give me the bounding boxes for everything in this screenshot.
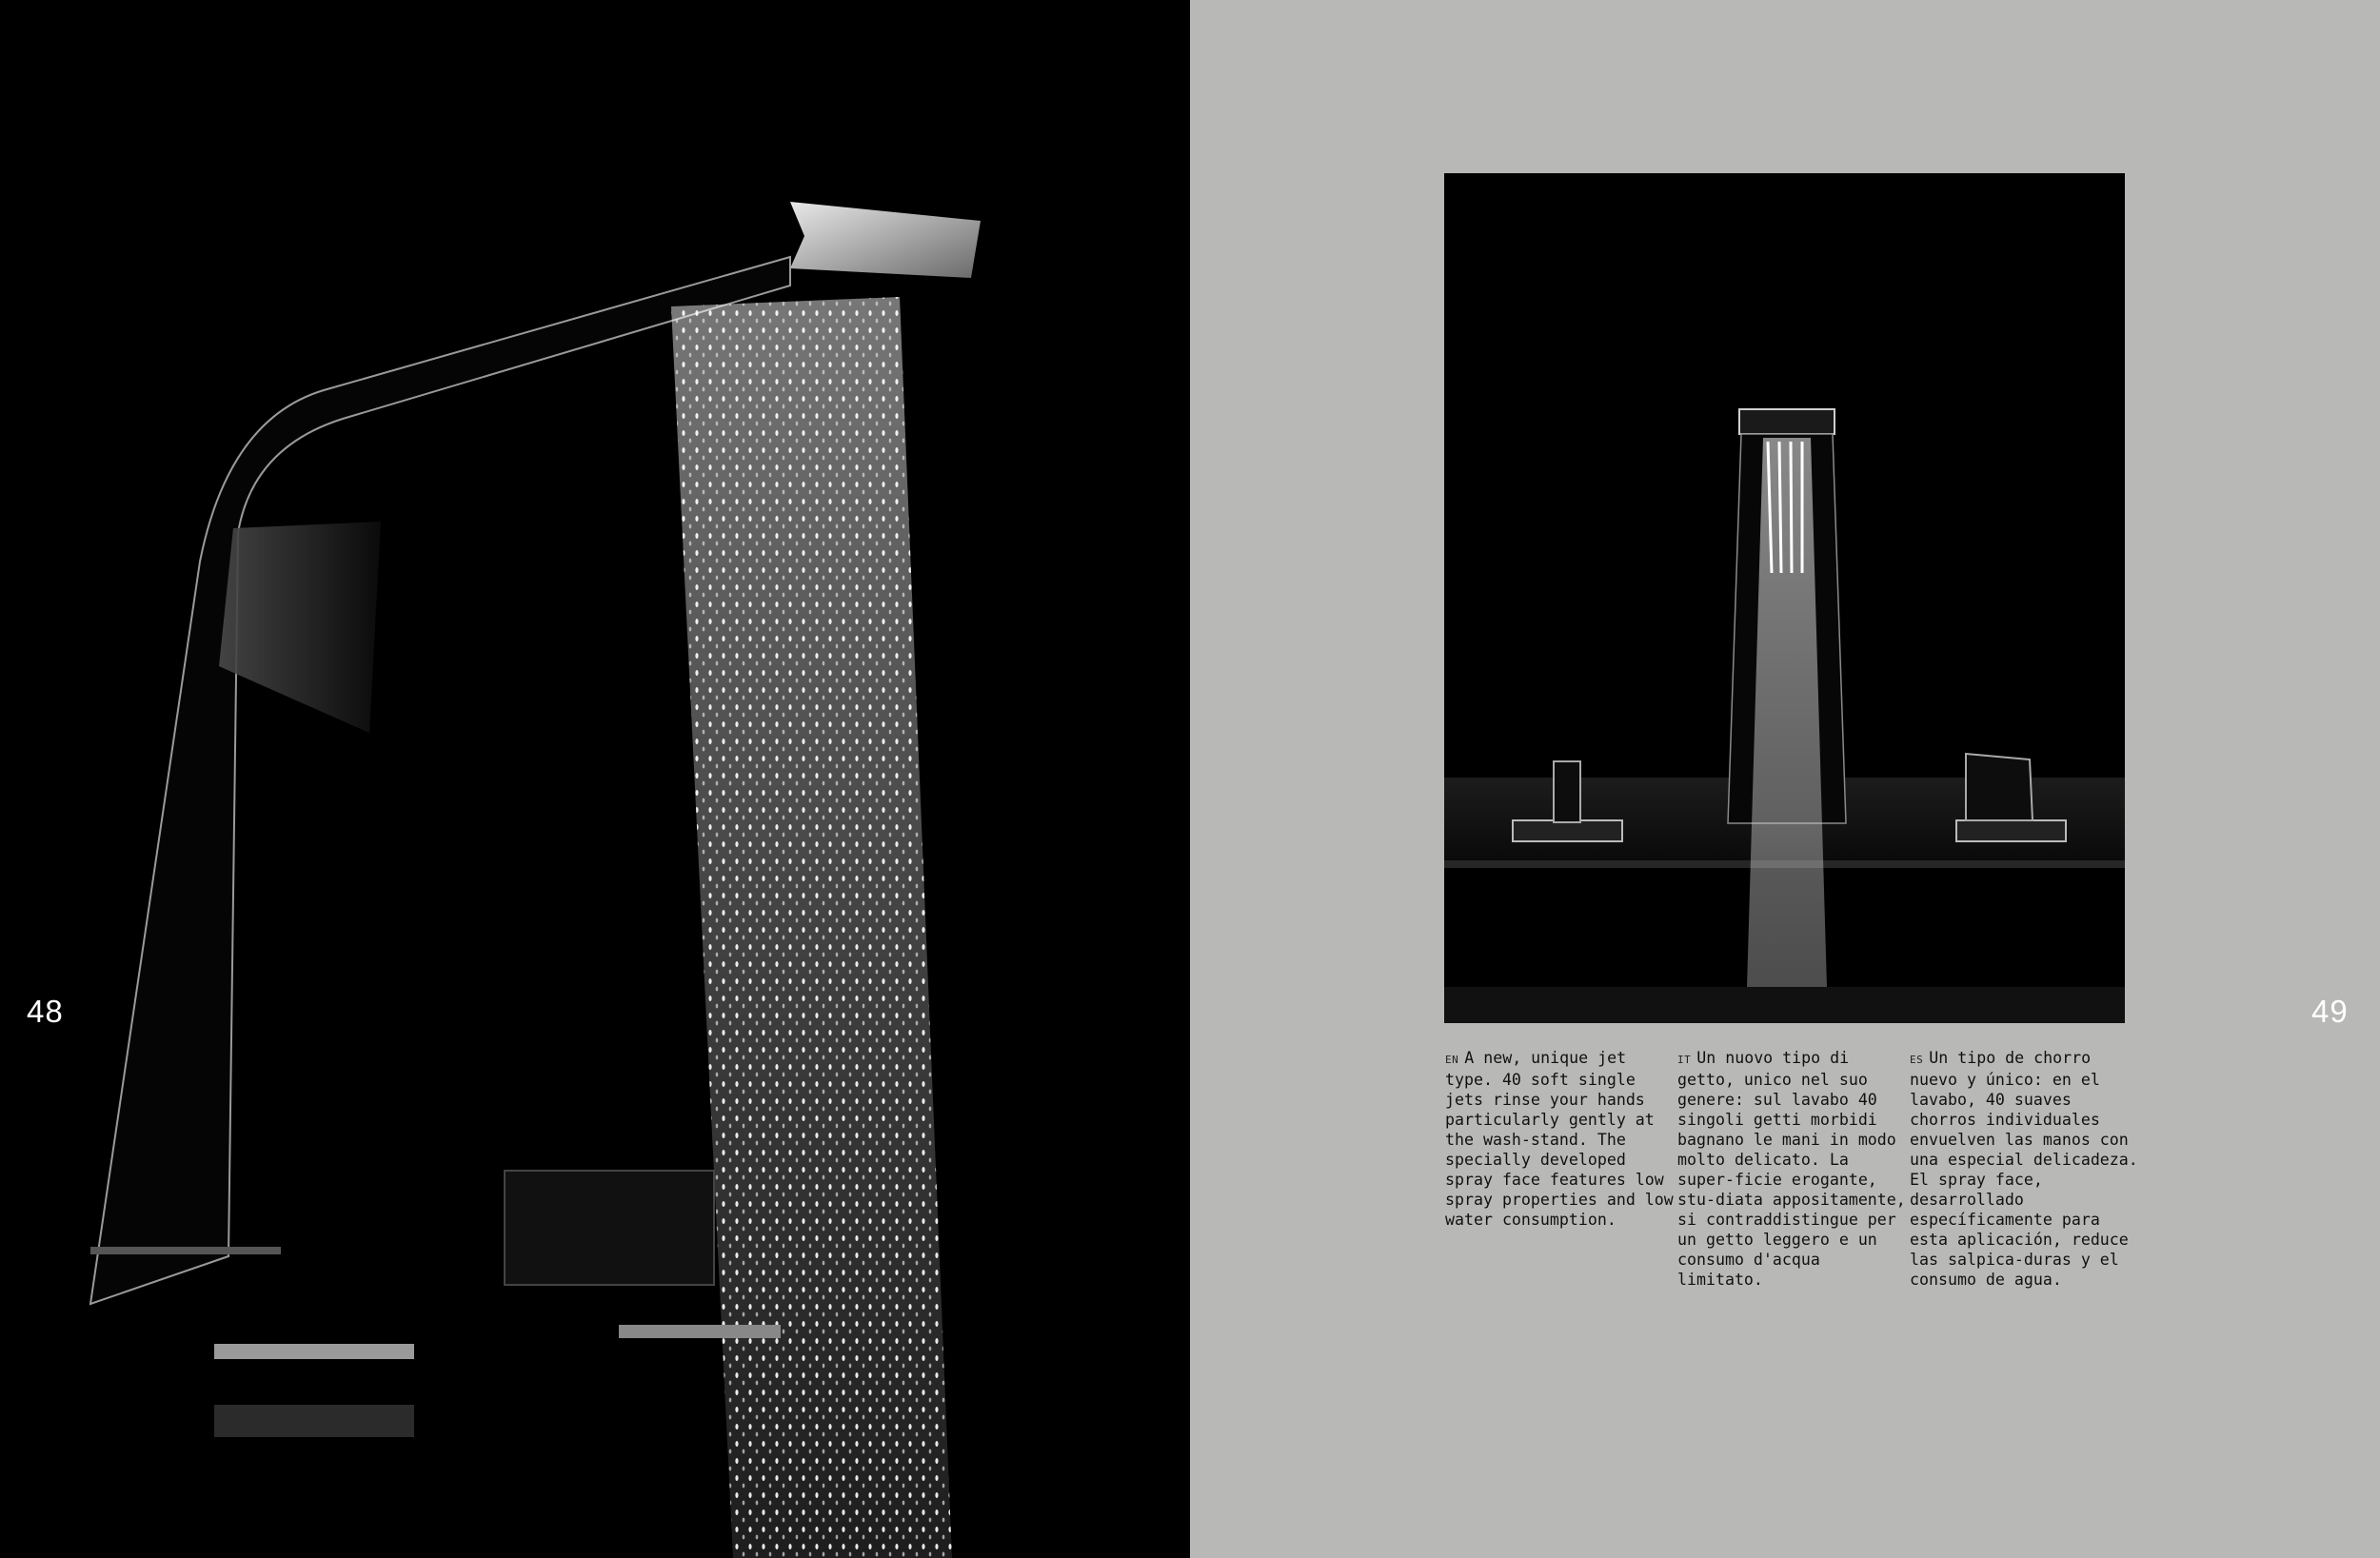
inset-photo-drawing bbox=[1444, 173, 2125, 1023]
inset-photo-basin-mixer bbox=[1444, 173, 2125, 1023]
page-number-right: 49 bbox=[2311, 994, 2349, 1029]
body-text-it: Un nuovo tipo di getto, unico nel suo genere: sul lavabo 40 singoli getti morbidi bagnano le mani in modo molto delicato. La super-ficie erogante, stu-diata appositamente, si contraddistingue per un getto leggero e un consumo d'acqua limitato. bbox=[1677, 1049, 1906, 1289]
body-text-es: Un tipo de chorro nuevo y único: en el lavabo, 40 suaves chorros individuales envuelven las manos con una especial delicadeza. El spray face, desarrollado específicamente para esta aplicación, reduce las salpica-duras y el consumo de agua. bbox=[1910, 1049, 2138, 1289]
text-column-es bbox=[1910, 1048, 2138, 1290]
language-code-es: ES bbox=[1910, 1054, 1924, 1066]
body-text-en: A new, unique jet type. 40 soft single jets rinse your hands particularly gently at the wash-stand. The specially developed spray face features low spray properties and low water consumption. bbox=[1445, 1049, 1674, 1229]
page-number-left: 48 bbox=[27, 994, 64, 1029]
text-column-it bbox=[1677, 1048, 1906, 1290]
text-column-en bbox=[1445, 1048, 1674, 1230]
language-code-en: EN bbox=[1445, 1054, 1459, 1066]
language-code-it: IT bbox=[1677, 1054, 1692, 1066]
